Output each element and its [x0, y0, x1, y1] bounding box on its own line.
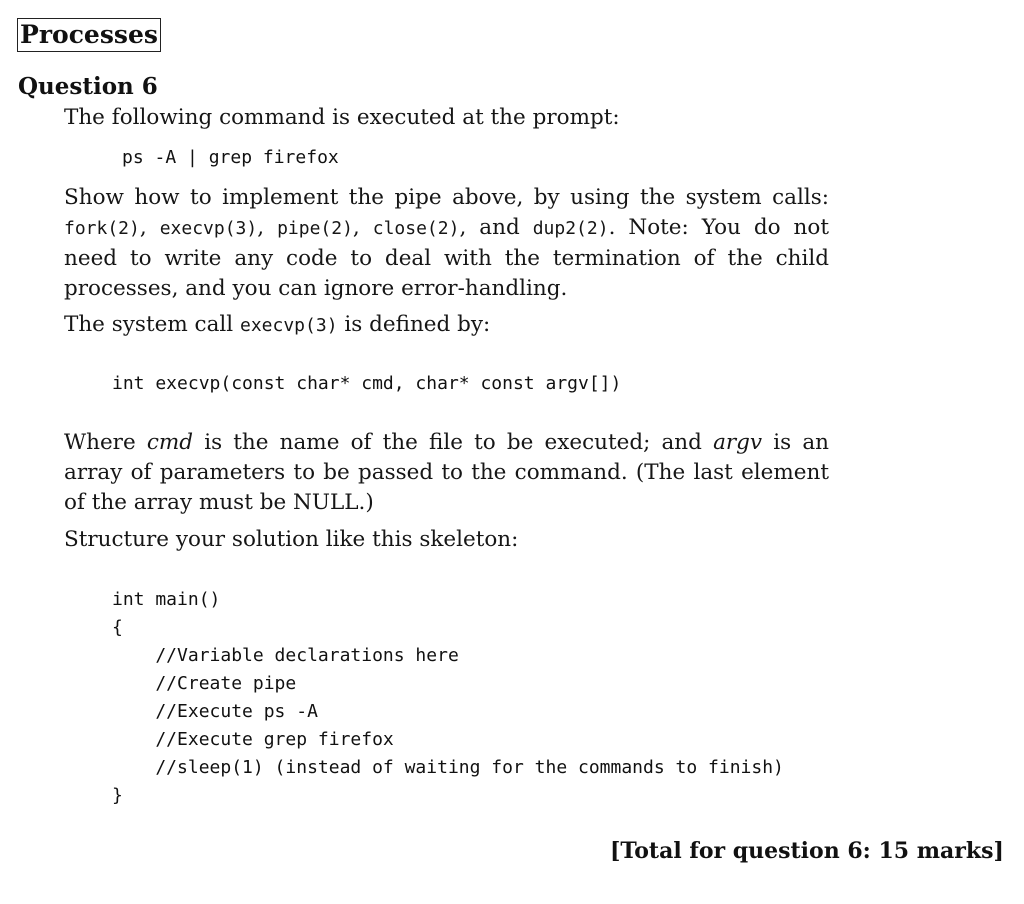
task-text: Show how to implement the pipe above, by using the system calls: [64, 185, 829, 210]
separator: , [257, 215, 278, 240]
skeleton-line: //Execute ps -A [112, 701, 318, 722]
where-text-end: is an array of parameters to be passed to the command. (The last element of the array must be NULL.) [64, 430, 829, 515]
syscall-pipe: pipe(2) [277, 218, 353, 239]
total-marks: [Total for question 6: 15 marks] [610, 838, 1004, 864]
separator: , [352, 215, 373, 240]
definition-code: execvp(3) [240, 315, 338, 336]
definition-intro [64, 310, 490, 341]
skeleton-line: //Variable declarations here [112, 645, 459, 666]
syscall-execvp: execvp(3) [159, 218, 258, 239]
skeleton-line: } [112, 785, 123, 806]
separator: , [139, 215, 160, 240]
skeleton-line: { [112, 617, 123, 638]
syscall-fork: fork(2) [64, 218, 140, 239]
separator-and: , and [459, 215, 533, 240]
where-paragraph [64, 428, 829, 518]
skeleton-line: int main() [112, 589, 221, 610]
command-line: ps -A | grep firefox [122, 147, 339, 168]
skeleton-line: //sleep(1) (instead of waiting for the commands to finish) [112, 757, 784, 778]
skeleton-line: //Create pipe [112, 673, 297, 694]
skeleton-line: //Execute grep firefox [112, 729, 394, 750]
section-title: Processes [17, 18, 161, 52]
task-note: . Note: You do not need to write any code to deal with the termination of the child processes, and you can ignore error-handling. [64, 215, 829, 301]
where-text-mid: is the name of the file to be executed; and [193, 430, 714, 455]
where-text: Where [64, 430, 147, 455]
syscall-close: close(2) [372, 218, 460, 239]
function-signature: int execvp(const char* cmd, char* const argv[]) [112, 373, 622, 394]
param-argv: argv [713, 430, 763, 455]
question-title: Question 6 [18, 73, 158, 100]
task-paragraph [64, 183, 829, 304]
param-cmd: cmd [146, 430, 194, 455]
definition-text: The system call [64, 312, 240, 337]
question-intro: The following command is executed at the prompt: [64, 105, 620, 130]
syscall-dup2: dup2(2) [532, 218, 609, 239]
skeleton-intro: Structure your solution like this skeleton: [64, 527, 519, 552]
definition-text-end: is defined by: [337, 312, 491, 337]
